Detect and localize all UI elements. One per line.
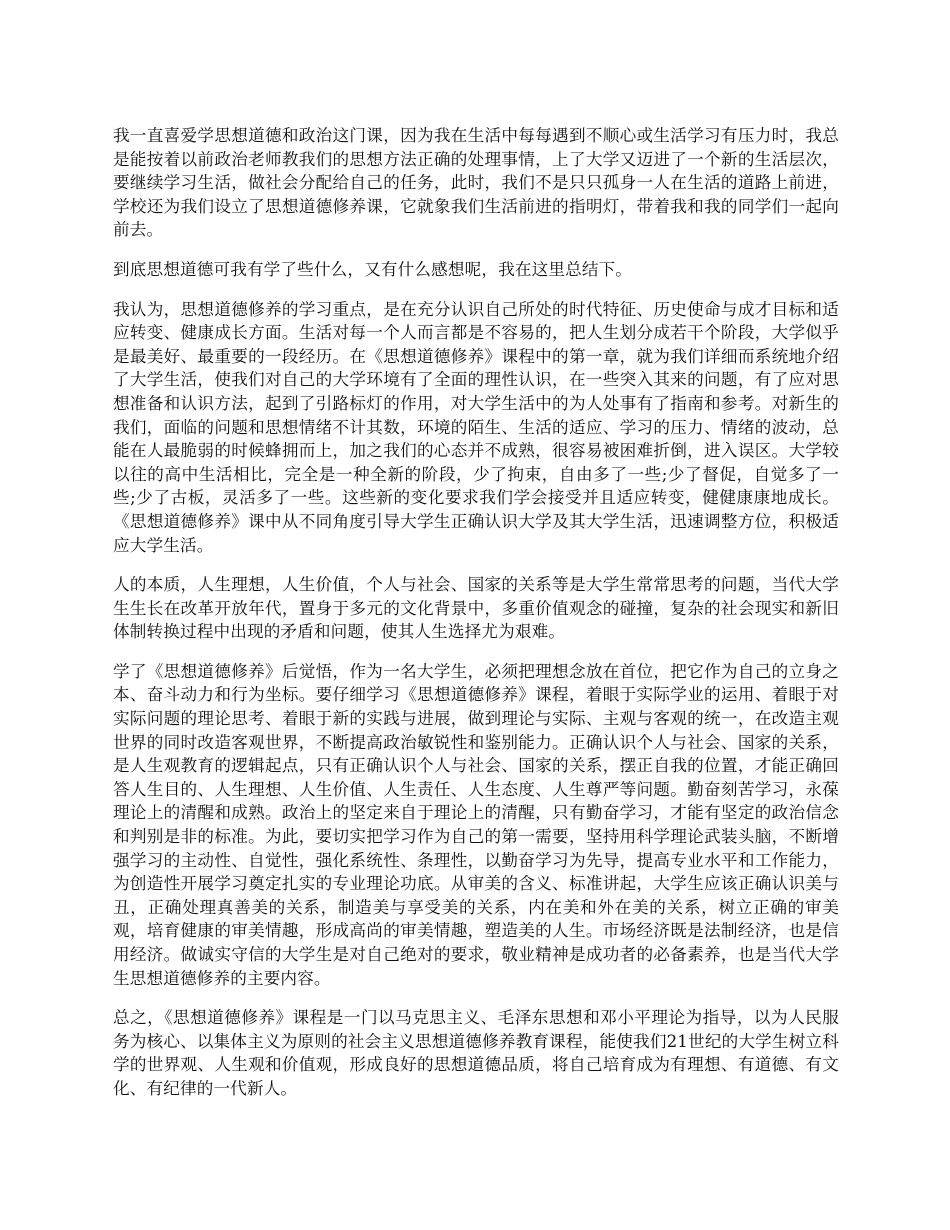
document-body [113,124,839,1117]
paragraph-conclusion: 总之，《思想道德修养》课程是一门以马克思主义、毛泽东思想和邓小平理论为指导，以为人民服务为核心、以集体主义为原则的社会主义思想道德修养教育课程，能使我们21世纪的大学生树立科学的世界观、人生观和价值观，形成良好的思想道德品质，将自己培育成为有理想、有道德、有文化、有纪律的一代新人。 [113,1008,839,1098]
paragraph-summary-question: 到底思想道德可我有学了些什么，又有什么感想呢，我在这里总结下。 [113,259,633,279]
paragraph-study-focus: 我认为，思想道德修养的学习重点，是在充分认识自己所处的时代特征、历史使命与成才目标和适应转变、健康成长方面。生活对每一个人而言都是不容易的，把人生划分成若干个阶段，大学似乎是最美好、最重要的一段经历。在《思想道德修养》课程中的第一章，就为我们详细而系统地介绍了大学生活，使我们对自己的大学环境有了全面的理性认识，在一些突入其来的问题，有了应对思想准备和认识方法，起到了引路标灯的作用，对大学生活中的为人处事有了指南和参考。对新生的我们，面临的问题和思想情绪不计其数，环境的陌生、生活的适应、学习的压力、情绪的波动，总能在人最脆弱的时候蜂拥而上，加之我们的心态并不成熟，很容易被困难折倒，进入误区。大学较以往的高中生活相比，完全是一种全新的阶段，少了拘束，自由多了一些;少了督促，自觉多了一些;少了古板，灵活多了一些。这些新的变化要求我们学会接受并且适应转变，健健康康地成长。《思想道德修养》课中从不同角度引导大学生正确认识大学及其大学生活，迅速调整方位，积极适应大学生活。 [113,299,839,555]
paragraph-learning-insights: 学了《思想道德修养》后觉悟，作为一名大学生，必须把理想念放在首位，把它作为自己的立身之本、奋斗动力和行为坐标。要仔细学习《思想道德修养》课程，着眼于实际学业的运用、着眼于对实际问题的理论思考、着眼于新的实践与进展，做到理论与实际、主观与客观的统一，在改造主观世界的同时改造客观世界，不断提高政治敏锐性和鉴别能力。正确认识个人与社会、国家的关系，是人生观教育的逻辑起点，只有正确认识个人与社会、国家的关系，摆正自我的位置，才能正确回答人生目的、人生理想、人生价值、人生责任、人生态度、人生尊严等问题。勤奋刻苦学习，永葆理论上的清醒和成熟。政治上的坚定来自于理论上的清醒，只有勤奋学习，才能有坚定的政治信念和判别是非的标准。为此，要切实把学习作为自己的第一需要，坚持用科学理论武装头脑，不断增强学习的主动性、自觉性，强化系统性、条理性，以勤奋学习为先导，提高专业水平和工作能力，为创造性开展学习奠定扎实的专业理论功底。从审美的含义、标准讲起，大学生应该正确认识美与丑，正确处理真善美的关系，制造美与享受美的关系，内在美和外在美的关系，树立正确的审美观，培育健康的审美情趣，形成高尚的审美情趣，塑造美的人生。市场经济既是法制经济，也是信用经济。做诚实守信的大学生是对自己绝对的要求，敬业精神是成功者的必备素养，也是当代大学生思想道德修养的主要内容。 [113,661,839,988]
paragraph-life-questions: 人的本质，人生理想，人生价值，个人与社会、国家的关系等是大学生常常思考的问题，当代大学生生长在改革开放年代，置身于多元的文化背景中，多重价值观念的碰撞，复杂的社会现实和新旧体制转换过程中出现的矛盾和问题，使其人生选择尤为艰难。 [113,575,839,642]
paragraph-intro: 我一直喜爱学思想道德和政治这门课，因为我在生活中每每遇到不顺心或生活学习有压力时，我总是能按着以前政治老师教我们的思想方法正确的处理事情，上了大学又迈进了一个新的生活层次，要继续学习生活，做社会分配给自己的任务，此时，我们不是只只孤身一人在生活的道路上前进，学校还为我们设立了思想道德修养课，它就象我们生活前进的指明灯，带着我和我的同学们一起向前去。 [113,126,839,240]
